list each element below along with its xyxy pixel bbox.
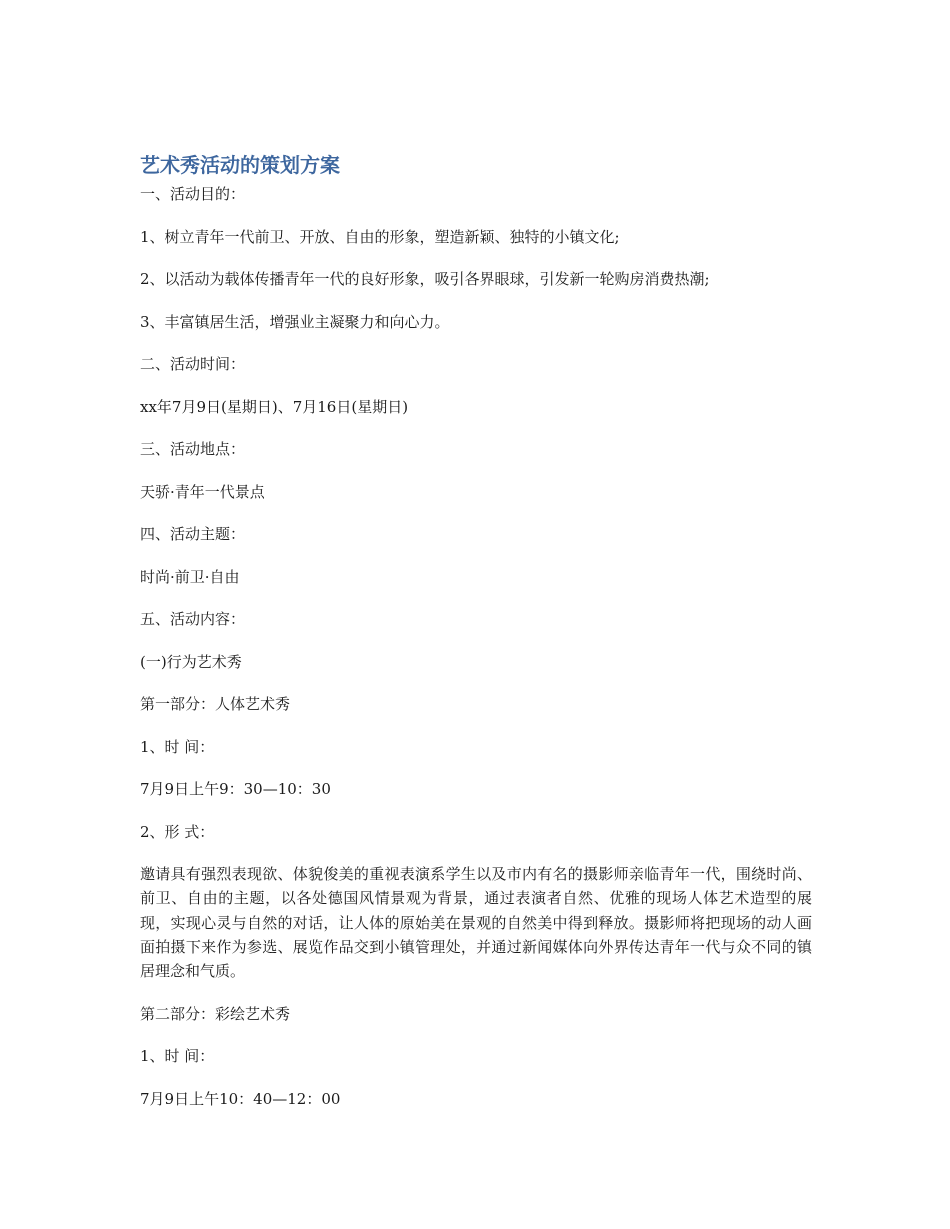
- paragraph: 2、形 式：: [140, 822, 215, 841]
- paragraph: 第一部分：人体艺术秀: [140, 695, 291, 713]
- paragraph: xx年7月9日(星期日)、7月16日(星期日): [140, 397, 409, 416]
- paragraph: 3、丰富镇居生活，增强业主凝聚力和向心力。: [140, 312, 450, 331]
- paragraph: 第二部分：彩绘艺术秀: [140, 1004, 291, 1023]
- section-heading-content: 五、活动内容：: [140, 610, 246, 628]
- paragraph: (一)行为艺术秀: [140, 652, 242, 671]
- section-heading-time: 二、活动时间：: [140, 355, 246, 373]
- paragraph: 7月9日上午9：30—10：30: [140, 780, 331, 798]
- paragraph: 2、以活动为载体传播青年一代的良好形象，吸引各界眼球，引发新一轮购房消费热潮;: [140, 270, 710, 288]
- paragraph: 1、时 间：: [140, 1047, 215, 1066]
- paragraph-body: 邀请具有强烈表现欲、体貌俊美的重视表演系学生以及市内有名的摄影师亲临青年一代，围绕时尚、前卫、自由的主题，以各处德国风情景观为背景，通过表演者自然、优雅的现场人体艺术造型的展现，实现心灵与自然的对话，让人体的原始美在景观的自然美中得到释放。摄影师将把现场的动人画面拍摄下来作为参选、展览作品交到小镇管理处，并通过新闻媒体向外界传达青年一代与众不同的镇居理念和气质。: [140, 865, 812, 981]
- paragraph: 1、时 间：: [140, 737, 215, 756]
- paragraph: 天骄·青年一代景点: [140, 482, 265, 501]
- section-heading-theme: 四、活动主题：: [140, 525, 246, 543]
- section-heading-location: 三、活动地点：: [140, 440, 246, 458]
- paragraph: 时尚·前卫·自由: [140, 567, 240, 586]
- section-heading-purpose: 一、活动目的：: [140, 185, 246, 203]
- paragraph: 7月9日上午10：40—12：00: [140, 1089, 341, 1108]
- document-title: 艺术秀活动的策划方案: [140, 153, 340, 177]
- paragraph: 1、树立青年一代前卫、开放、自由的形象，塑造新颖、独特的小镇文化;: [140, 227, 620, 246]
- document-page: [140, 148, 812, 1129]
